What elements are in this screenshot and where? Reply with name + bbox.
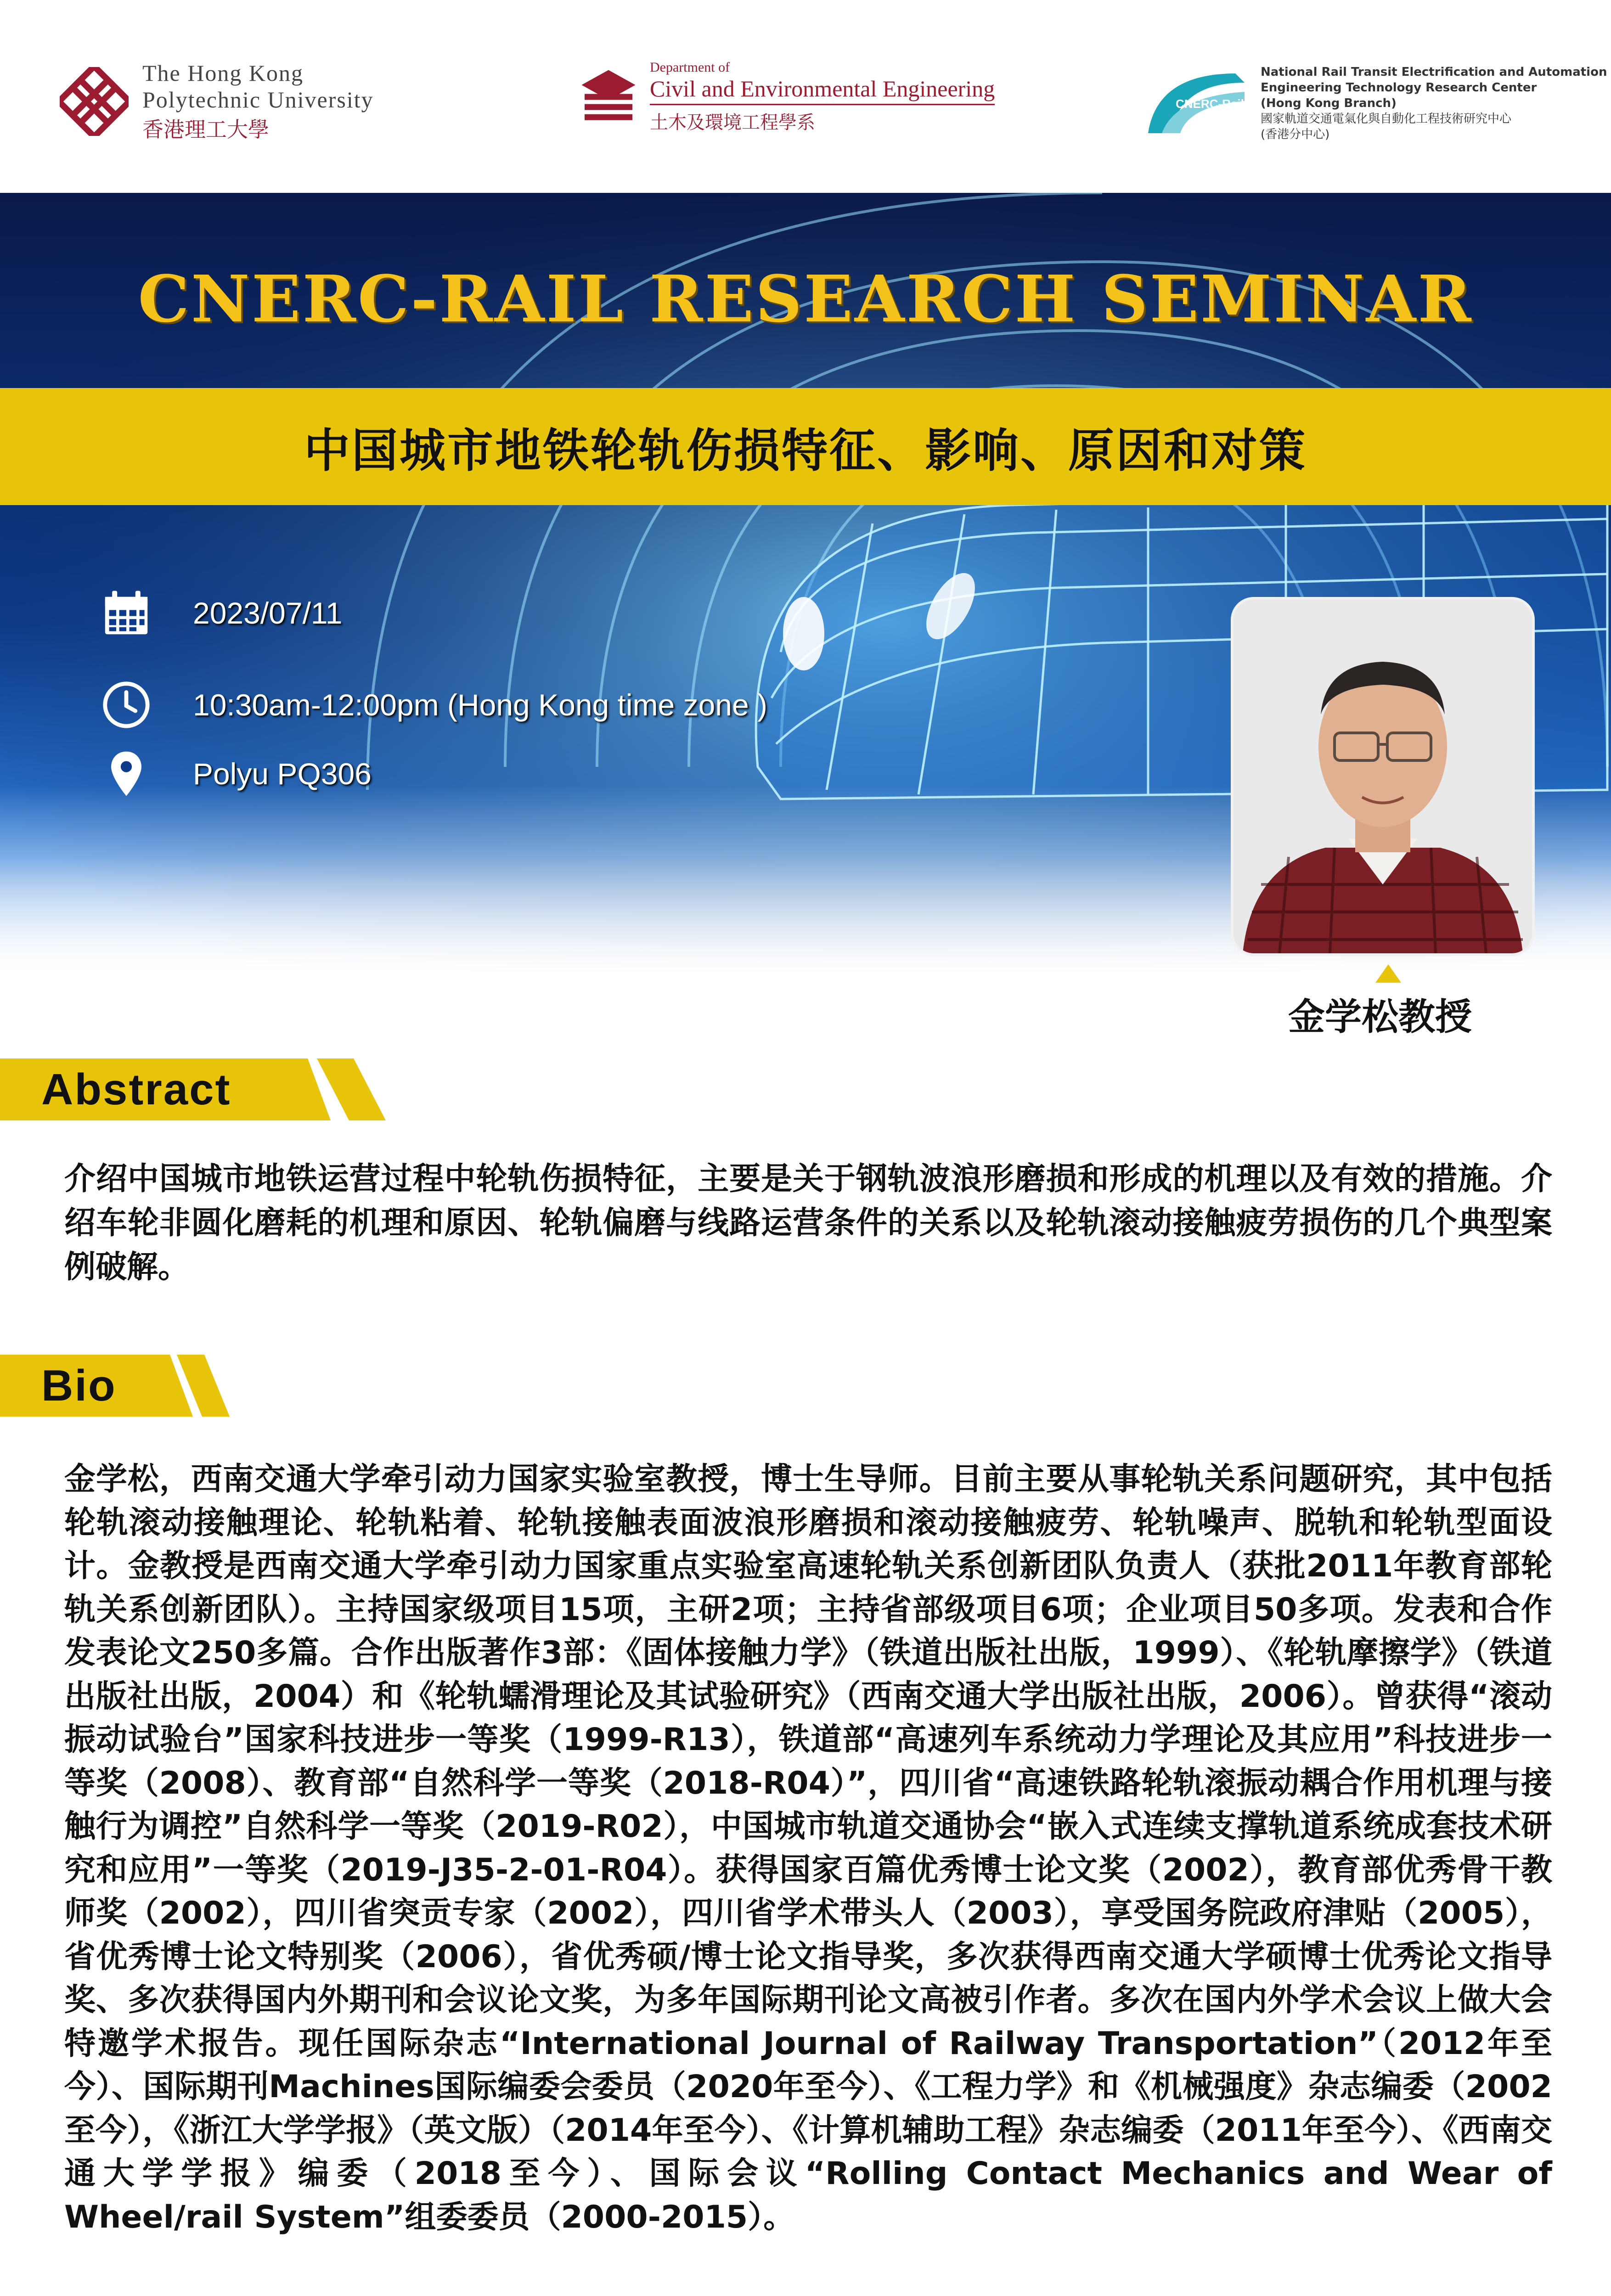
polyu-name-line2: Polytechnic University [142, 87, 374, 113]
bio-heading-tab [0, 1355, 239, 1417]
department-logo [579, 60, 995, 134]
cnerc-line4: 國家軌道交通電氣化與自動化工程技術研究中心 [1261, 112, 1512, 126]
location-pin-icon [101, 748, 152, 799]
speaker-name: 金学松教授 [1288, 995, 1472, 1038]
cnerc-line2: Engineering Technology Research Center [1261, 81, 1537, 95]
cnerc-line1: National Rail Transit Electrification and Automation [1261, 65, 1607, 79]
bio-tab-shape [0, 1355, 239, 1417]
speaker-pointer-icon [1375, 964, 1401, 983]
abstract-text: 介绍中国城市地铁运营过程中轮轨伤损特征，主要是关于钢轨波浪形磨损和形成的机理以及有效的措施。介绍车轮非圆化磨耗的机理和原因、轮轨偏磨与线路运营条件的关系以及轮轨滚动接触疲劳损伤的几个典型案例破解。 [64, 1161, 1552, 1285]
department-line1: Department of [650, 60, 730, 75]
topic-bar [0, 388, 1611, 505]
seminar-date: 2023/07/11 [193, 596, 343, 630]
cnerc-line5: (香港分中心) [1261, 128, 1330, 141]
seminar-location: Polyu PQ306 [193, 757, 372, 791]
abstract-heading-tab [0, 1058, 395, 1120]
polyu-name-zh: 香港理工大學 [142, 118, 269, 141]
polyu-emblem-icon [60, 67, 129, 136]
cnerc-logo [1143, 64, 1607, 142]
calendar-icon [101, 588, 152, 638]
cnerc-rail-emblem-icon [1143, 64, 1249, 142]
polyu-logo [60, 60, 374, 143]
seminar-title: CNERC-RAIL RESEARCH SEMINAR [138, 262, 1473, 337]
location-row [101, 748, 372, 799]
header-logos [0, 0, 1611, 193]
department-emblem-icon [579, 67, 638, 127]
seminar-topic: 中国城市地铁轮轨伤损特征、影响、原因和对策 [304, 423, 1307, 478]
speaker-photo [1231, 597, 1535, 956]
clock-icon [101, 680, 152, 730]
cnerc-badge-text: CNERC-Rail [1176, 97, 1244, 111]
cnerc-line3: (Hong Kong Branch) [1261, 96, 1397, 110]
polyu-name-line1: The Hong Kong [142, 60, 304, 86]
time-row [101, 680, 767, 730]
department-line2: Civil and Environmental Engineering [650, 75, 995, 105]
seminar-time: 10:30am-12:00pm (Hong Kong time zone ) [193, 688, 768, 722]
abstract-heading: Abstract [41, 1065, 231, 1114]
department-line3: 土木及環境工程學系 [650, 112, 815, 133]
bio-heading: Bio [41, 1361, 117, 1410]
date-row [101, 588, 342, 638]
bio-text: 金学松，西南交通大学牵引动力国家实验室教授，博士生导师。目前主要从事轮轨关系问题研究，其中包括轮轨滚动接触理论、轮轨粘着、轮轨接触表面波浪形磨损和滚动接触疲劳、轮轨噪声、脱轨和轮轨型面设计。金教授是西南交通大学牵引动力国家重点实验室高速轮轨关系创新团队负责人（获批2011年教育部轮轨关系创新团队）。主持国家级项目15项，主研2项；主持省部级项目6项；企业项目50多项。发表和合作发表论文250多篇。合作出版著作3部：《固体接触力学》（铁道出版社出版，1999）、《轮轨摩擦学》（铁道出版社出版，2004）和《轮轨蠕滑理论及其试验研究》（西南交通大学出版社出版，2006）。曾获得“滚动振动试验台”国家科技进步一等奖（1999-R13），铁道部“高速列车系统动力学理论及其应用”科技进步一等奖（2008）、教育部“自然科学一等奖（2018-R04）”，四川省“高速铁路轮轨滚振动耦合作用机理与接触行为调控”自然科学一等奖（2019-R02），中国城市轨道交通协会“嵌入式连续支撑轨道系统成套技术研究和应用”一等奖（2019-J35-2-01-R04）。获得国家百篇优秀博士论文奖（2002），教育部优秀骨干教师奖（2002），四川省突贡专家（2002），四川省学术带头人（2003），享受国务院政府津贴（2005），省优秀博士论文特别奖（2006），省优秀硕/博士论文指导奖，多次获得西南交通大学硕博士优秀论文指导奖、多次获得国内外期刊和会议论文奖，为多年国际期刊论文高被引作者。多次在国内外学术会议上做大会特邀学术报告。现任国际杂志“International Journal of Railway Transportation”（2012年至今）、国际期刊Machines国际编委会委员（2020年至今）、《工程力学》和《机械强度》杂志编委（2002至今），《浙江大学学报》（英文版）（2014年至今）、《计算机辅助工程》杂志编委（2011年至今）、《西南交通大学学报》编委（2018至今）、国际会议“Rolling Contact Mechanics and Wear of Wheel/rail System”组委委员（2000-2015）。 [64, 1461, 1552, 2235]
